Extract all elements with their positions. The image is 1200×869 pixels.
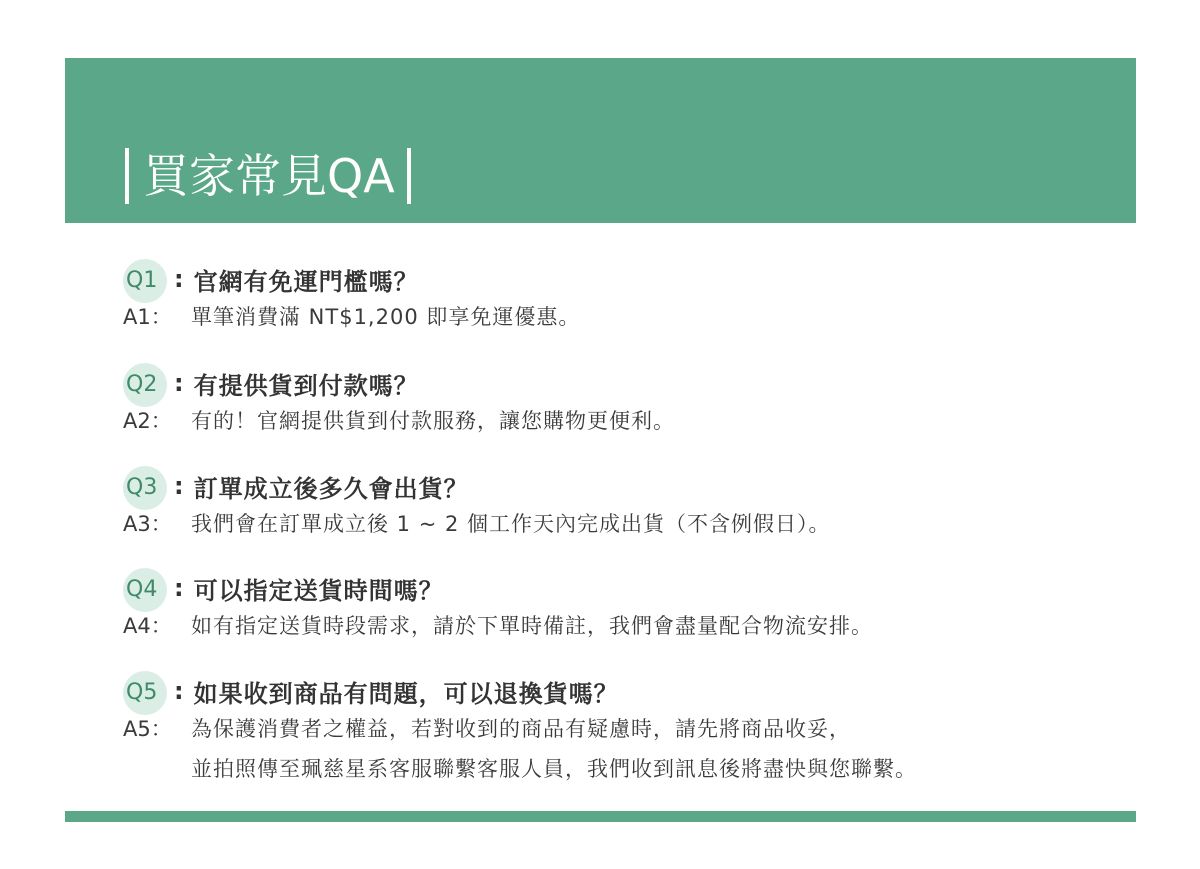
answer-row	[123, 404, 1133, 444]
question-text: 訂單成立後多久會出貨？	[193, 474, 469, 503]
answer-label: A3：	[123, 512, 172, 536]
question-colon: :	[174, 574, 184, 602]
question-number: Q3	[126, 475, 158, 500]
answer-row	[123, 609, 1133, 649]
question-badge	[123, 565, 173, 609]
question-number: Q1	[126, 268, 158, 293]
question-number: Q5	[126, 680, 158, 705]
answer-row	[123, 300, 1133, 340]
question-text: 可以指定送貨時間嗎？	[193, 576, 444, 605]
question-badge	[123, 463, 173, 507]
qa-item-3	[123, 463, 1133, 547]
answer-row	[123, 712, 1133, 792]
header-banner	[65, 58, 1136, 223]
question-colon: :	[174, 265, 184, 293]
question-colon: :	[174, 472, 184, 500]
question-text: 如果收到商品有問題，可以退換貨嗎？	[193, 679, 619, 708]
question-badge	[123, 256, 173, 300]
answer-text	[191, 606, 873, 646]
title-right-bar	[407, 148, 411, 204]
answer-text	[191, 504, 831, 544]
question-row	[123, 565, 1133, 609]
question-number: Q4	[126, 577, 158, 602]
answer-text	[191, 297, 580, 337]
answer-label: A4：	[123, 614, 172, 638]
question-row	[123, 463, 1133, 507]
answer-label: A1：	[123, 305, 172, 329]
question-colon: :	[174, 677, 184, 705]
title-left-bar	[125, 148, 129, 204]
question-row	[123, 360, 1133, 404]
footer-bar	[65, 811, 1136, 822]
question-badge	[123, 360, 173, 404]
answer-line: 單筆消費滿 NT$1,200 即享免運優惠。	[191, 305, 581, 329]
answer-label: A5：	[123, 717, 172, 741]
qa-item-1	[123, 256, 1133, 340]
qa-item-4	[123, 565, 1133, 649]
answer-row	[123, 507, 1133, 547]
question-text: 官網有免運門檻嗎？	[193, 267, 419, 296]
page-title-text: 買家常見QA	[143, 149, 395, 203]
question-row	[123, 256, 1133, 300]
question-number: Q2	[126, 372, 158, 397]
answer-line: 並拍照傳至珮慈星系客服聯繫客服人員，我們收到訊息後將盡快與您聯繫。	[191, 757, 917, 781]
question-badge	[123, 668, 173, 712]
answer-line: 如有指定送貨時段需求，請於下單時備註，我們會盡量配合物流安排。	[191, 614, 873, 638]
answer-text	[191, 401, 675, 441]
question-row	[123, 668, 1133, 712]
answer-line: 有的！官網提供貨到付款服務，讓您購物更便利。	[191, 409, 675, 433]
question-colon: :	[174, 369, 184, 397]
answer-line: 為保護消費者之權益，若對收到的商品有疑慮時，請先將商品收妥，	[191, 717, 851, 741]
answer-text	[191, 709, 917, 789]
question-text: 有提供貨到付款嗎？	[193, 371, 419, 400]
page-title	[125, 146, 411, 206]
answer-label: A2：	[123, 409, 172, 433]
qa-item-5	[123, 668, 1133, 792]
answer-line: 我們會在訂單成立後 1 ~ 2 個工作天內完成出貨（不含例假日）。	[191, 512, 831, 536]
qa-item-2	[123, 360, 1133, 444]
